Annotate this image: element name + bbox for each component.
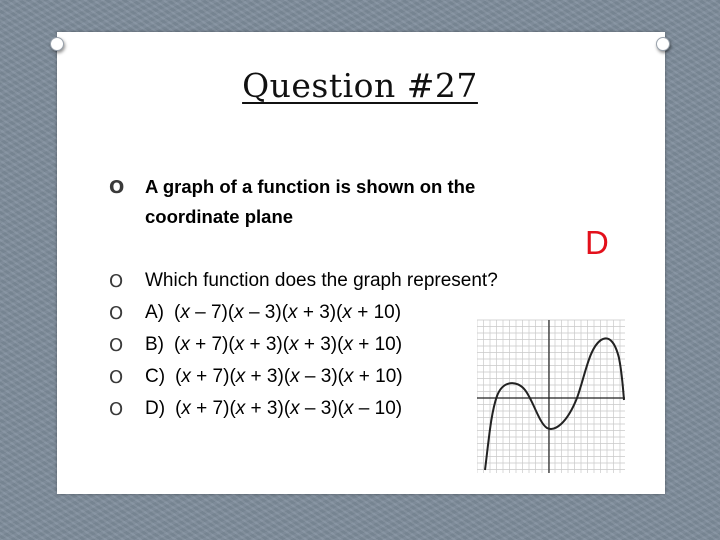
expression-part: – 3)( [299,398,344,419]
variable-x: x [234,302,244,323]
bullet-intro-continued: coordinate plane [145,206,294,227]
answer-option [109,398,403,420]
bullet-marker-icon: O [109,177,125,198]
variable-x: x [344,398,354,419]
variable-x: x [181,366,191,387]
variable-x: x [180,334,190,355]
bullet-marker-icon: O [109,367,124,388]
variable-x: x [289,334,299,355]
expression-part: + 7)( [190,366,236,387]
variable-x: x [342,302,352,323]
option-label: D) [145,398,166,419]
expression-part: + 3)( [298,334,344,355]
variable-x: x [235,366,246,387]
option-label: C) [145,366,166,387]
expression-part: + 3)( [245,398,291,419]
answer-option [109,334,403,356]
expression-part: ( [174,302,181,323]
variable-x: x [290,366,300,387]
bullet-question [109,270,498,292]
option-label: A) [145,302,164,323]
expression-part: + 7)( [189,334,235,355]
bullet-text: Which function does the graph represent? [145,270,498,291]
bullet-marker-icon: O [109,335,124,356]
variable-x: x [343,334,353,355]
variable-x: x [181,398,191,419]
expression-part: – 7)( [189,302,235,323]
expression-part: – 3)( [243,302,289,323]
answer-option [109,366,403,388]
expression-part: + 10) [353,366,403,387]
pushpin-icon [50,37,64,51]
bullet-intro [109,176,476,198]
expression-part: + 3)( [297,302,343,323]
variable-x: x [235,398,246,419]
expression-part: ( [175,398,182,419]
option-expression [164,302,401,323]
option-label: B) [145,334,164,355]
expression-part: ( [174,334,181,355]
variable-x: x [180,302,190,323]
page-title: Question #27 [242,66,478,105]
expression-part: + 10) [352,334,403,355]
option-expression [164,334,402,355]
bullet-marker-icon: O [109,399,124,420]
bullet-marker-icon: O [109,271,124,292]
variable-x: x [290,398,300,419]
answer-option [109,302,402,324]
bullet-text: A graph of a function is shown on the [145,176,476,197]
expression-part: ( [175,366,182,387]
expression-part: + 3)( [244,334,290,355]
answer-letter: D [585,224,609,261]
function-graph [477,318,627,473]
option-expression [165,398,402,419]
variable-x: x [344,366,354,387]
variable-x: x [234,334,245,355]
variable-x: x [288,302,298,323]
pushpin-icon [656,37,670,51]
expression-part: + 7)( [190,398,236,419]
bullet-marker-icon: O [109,303,124,324]
expression-part: – 10) [353,398,403,419]
expression-part: + 10) [351,302,402,323]
option-expression [165,366,403,387]
expression-part: – 3)( [299,366,344,387]
expression-part: + 3)( [245,366,291,387]
